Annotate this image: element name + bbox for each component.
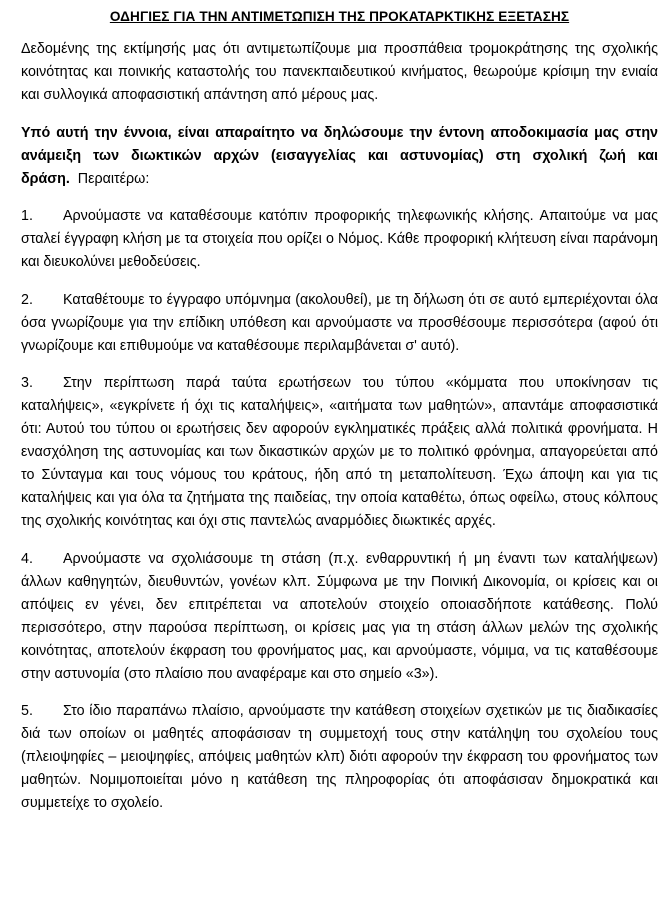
- list-item-number: 4.: [21, 550, 33, 567]
- list-item-text: Καταθέτουμε το έγγραφο υπόμνημα (ακολουθεί), με τη δήλωση ότι σε αυτό εμπεριέχονται όλα όσα γνωρίζουμε για την επίδικη υπόθεση και αρνούμαστε να προσθέσουμε περισσότερα (αφού ότι γνωρίζουμε και επιθυμούμε να καταθέσουμε περιλαμβάνεται σ' αυτό).: [21, 291, 658, 354]
- list-item: [21, 372, 658, 533]
- list-item: [21, 289, 658, 358]
- list-item: [21, 700, 658, 815]
- statement-bold-text: Υπό αυτή την έννοια, είναι απαραίτητο να δηλώσουμε την έντονη αποδοκιμασία μας στην ανάμειξη των διωκτικών αρχών (εισαγγελίας και αστυνομίας) στη σχολική ζωή και δράση.: [21, 124, 658, 187]
- list-item-text: Αρνούμαστε να καταθέσουμε κατόπιν προφορικής τηλεφωνικής κλήσης. Απαιτούμε να μας σταλεί έγγραφη κλήση με τα στοιχεία που ορίζει ο Νόμος. Κάθε προφορική κλήτευση είναι παράνομη και διευκολύνει μεθοδεύσεις.: [21, 208, 658, 270]
- list-item-text: Αρνούμαστε να σχολιάσουμε τη στάση (π.χ. ενθαρρυντική ή μη έναντι των καταλήψεων) άλλων καθηγητών, διευθυντών, γονέων κλπ. Σύμφωνα με την Ποινική Δικονομία, οι κρίσεις και οι απόψεις εν γένει, δεν επιτρέπεται να αποτελούν στοιχείο οποιασδήποτε κατάθεσης. Πολύ περισσότερο, στην παρούσα περίπτωση, οι κρίσεις μας για τη στάση άλλων μελών της σχολικής κοινότητας, αποτελούν έκφραση του φρονήματος μας, και αρνούμαστε, νόμιμα, να τις καταθέσουμε στην αστυνομία (στο πλαίσιο που αναφέραμε και στο σημείο «3»).: [21, 550, 658, 682]
- list-item-text: Στο ίδιο παραπάνω πλαίσιο, αρνούμαστε την κατάθεση στοιχείων σχετικών με τις διαδικασίες διά των οποίων οι μαθητές αποφάσισαν τη συμμετοχή τους στην κατάληψη του σχολείου τους (πλειοψηφίες – μειοψηφίες, απόψεις μαθητών κλπ) διότι αφορούν την έκφραση του φρονήματος των μαθητών. Νομιμοποιείται μόνο η κατάθεση της πληροφορίας ότι αποφάσισαν δημοκρατικά και συμμετείχε το σχολείο.: [21, 703, 658, 811]
- list-item-number: 5.: [21, 703, 33, 719]
- list-item-text: Στην περίπτωση παρά ταύτα ερωτήσεων του τύπου «κόμματα που υποκίνησαν τις καταλήψεις», «εγκρίνετε ή όχι τις καταλήψεις», «αιτήματα των μαθητών», απαντάμε αποφασιστικά ότι: Αυτού του τύπου οι ερωτήσεις δεν αφορούν εγκληματικές πράξεις αλλά πολιτικά φρονήματα. Η ενασχόληση της αστυνομίας και των δικαστικών αρχών με το πολιτικό φρόνημα, απαγορεύεται από το Σύνταγμα και τους νόμους του κράτους, ήδη από τη μεταπολίτευση. Έχω άποψη και για τις καταλήψεις και για όλα τα ζητήματα της παιδείας, την οποία καταθέτω, όπως οφείλω, στους κόλπους της σχολικής κοινότητας και όχι στις παντελώς αναρμόδιες διωκτικές αρχές.: [21, 375, 658, 529]
- statement-tail-text: Περαιτέρω:: [77, 170, 150, 187]
- statement-paragraph: [21, 122, 658, 191]
- list-item: [21, 205, 658, 274]
- list-item-number: 2.: [21, 291, 33, 308]
- intro-paragraph: Δεδομένης της εκτίμησής μας ότι αντιμετωπίζουμε μια προσπάθεια τρομοκράτησης της σχολικής κοινότητας και ποινικής καταστολής του πανεκπαιδευτικού κινήματος, θεωρούμε κρίσιμη την ενιαία και συλλογικά αποφασιστική απάντηση από μέρους μας.: [21, 41, 658, 103]
- list-item-number: 3.: [21, 375, 33, 391]
- list-item-number: 1.: [21, 208, 33, 224]
- list-item: [21, 548, 658, 686]
- document-title: ΟΔΗΓΙΕΣ ΓΙΑ ΤΗΝ ΑΝΤΙΜΕΤΩΠΙΣΗ ΤΗΣ ΠΡΟΚΑΤΑΡΚΤΙΚΗΣ ΕΞΕΤΑΣΗΣ: [109, 9, 570, 24]
